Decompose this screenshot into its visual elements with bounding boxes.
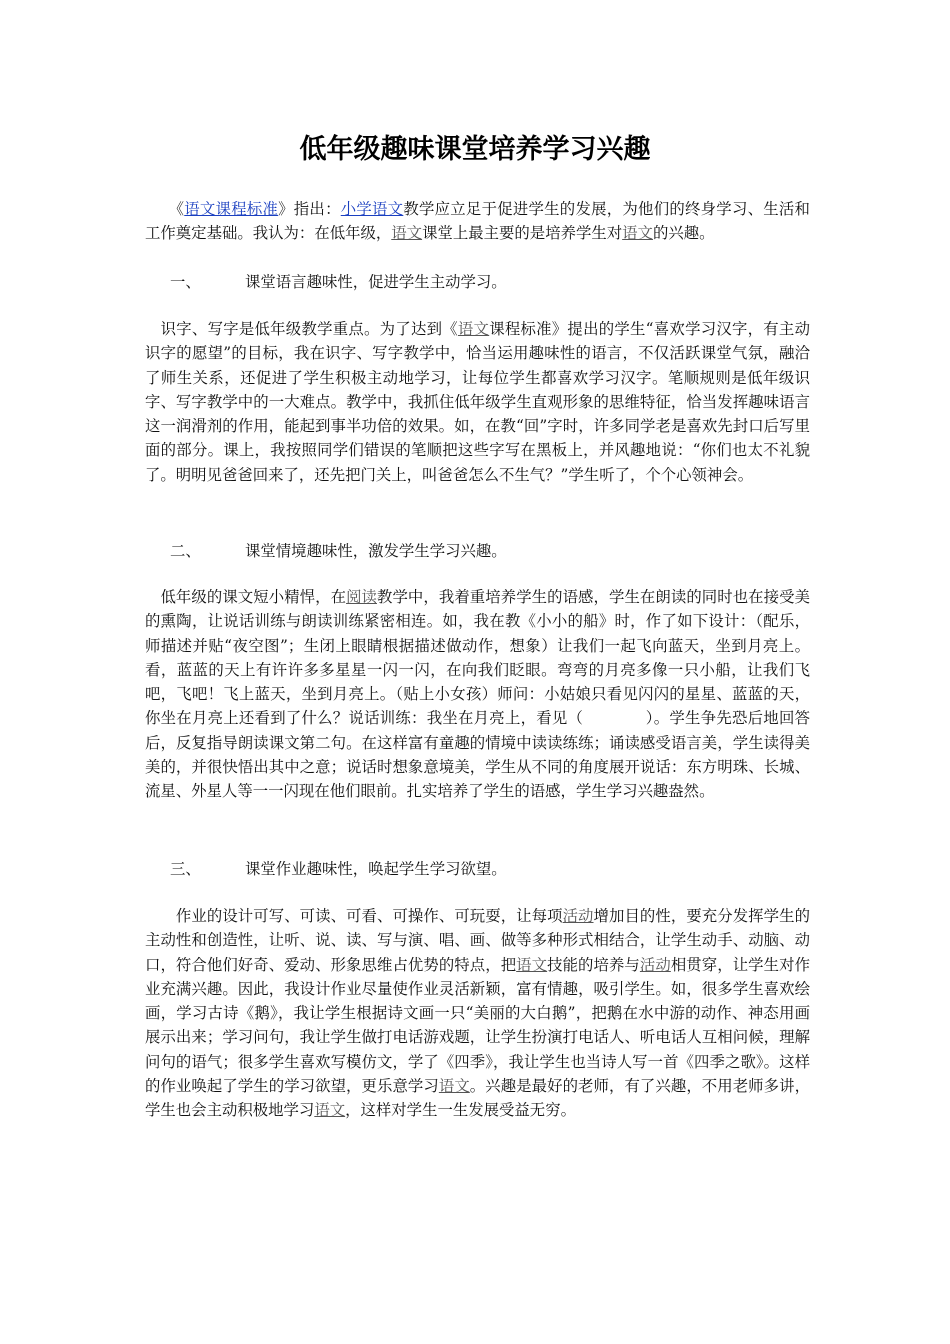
body-text: 作业的设计可写、可读、可看、可操作、可玩耍，让每项 [145,907,563,925]
link-yuwen[interactable]: 语文 [622,224,653,243]
link-yuwen-kecheng-biaozhun[interactable]: 语文课程标准 [184,200,279,218]
intro-text: 《 [176,200,185,218]
section-number: 三、 [170,860,201,878]
link-yuwen[interactable]: 语文 [391,224,423,243]
body-text: 识字、写字是低年级教学重点。为了达到《 [145,320,458,338]
section-heading-2 [170,539,507,563]
link-yuwen[interactable]: 语文 [314,1101,346,1120]
indent [145,200,176,218]
intro-text: 的兴趣。 [652,224,715,243]
body-text: 课程标准》提出的学生“喜欢学习汉字，有主动识字的愿望”的目标，我在识字、写字教学中，恰当运用趣味性的语言，不仅活跃课堂气氛，融洽了师生关系，还促进了学生积极主动地学习，让每位学生都喜欢学习汉字。笔顺规则是低年级识字、写字教学中的一大难点。教学中，我抓住低年级学生直观形象的思维特征，恰当发挥趣味语言这一润滑剂的作用，能起到事半功倍的效果。如，在教“回”字时，许多同学老是喜欢先封口后写里面的部分。课上，我按照同学们错误的笔顺把这些字写在黑板上，并风趣地说：“你们也太不礼貌了。明明见爸爸回来了，还先把门关上，叫爸爸怎么不生气？”学生听了，个个心领神会。 [145,320,810,484]
section-heading-3 [170,857,507,881]
section-heading-1 [170,270,507,294]
body-text: 相贯穿，让学生对作业充满兴趣。因此，我设计作业尽量使作业灵活新颖，富有情趣，吸引学生。如，很多学生喜欢绘画，学习古诗《鹅》，我让学生根据诗文画一只“美丽的大白鹅”，把鹅在水中游的动作、神态用画展示出来；学习问句，我让学生做打电话游戏题，让学生扮演打电话人、听电话人互相问候，理解问句的语气；很多学生喜欢写模仿文，学了《四季》，我让学生也当诗人写一首《四季之歌》。这样的作业唤起了学生的学习欲望，更乐意学习 [145,955,810,1096]
link-huodong[interactable]: 活动 [562,907,594,925]
section-1-paragraph [145,317,810,487]
intro-text: 教学应立足于促进学生的发展，为他们的终身学习、生活和工作奠定基础。我认为：在低年级， [145,200,810,243]
section-heading-text: 课堂作业趣味性，唤起学生学习欲望。 [245,860,507,878]
link-xiaoxue-yuwen[interactable]: 小学语文 [340,200,404,218]
body-text: 教学中，我着重培养学生的语感，学生在朗读的同时也在接受美的熏陶，让说话训练与朗读训练紧密相连。如，我在教《小小的船》时，作了如下设计：（配乐，师描述并贴“夜空图”；生闭上眼睛根据描述做动作，想象）让我们一起飞向蓝天，坐到月亮上。看，蓝蓝的天上有许许多多星星一闪一闪，在向我们眨眼。弯弯的月亮多像一只小船，让我们飞吧，飞吧！飞上蓝天，坐到月亮上。（贴上小女孩）师问：小姑娘只看见闪闪的星星、蓝蓝的天，你坐在月亮上还看到了什么？说话训练：我坐在月亮上，看见（ ）。学生争先恐后地回答后，反复指导朗读课文第二句。在这样富有童趣的情境中读读练练；诵读感受语言美，学生读得美美的，并很快悟出其中之意；说话时想象意境美，学生从不同的角度展开说话：东方明珠、长城、流星、外星人等一一闪现在他们眼前。扎实培养了学生的语感，学生学习兴趣盎然。 [145,588,810,801]
document-title: 低年级趣味课堂培养学习兴趣 [299,134,651,165]
section-2-paragraph [145,585,810,804]
section-heading-text: 课堂情境趣味性，激发学生学习兴趣。 [245,542,507,560]
intro-text: 》指出： [278,200,341,218]
section-heading-text: 课堂语言趣味性，促进学生主动学习。 [245,273,507,291]
link-yuwen[interactable]: 语文 [457,320,490,338]
link-yuedu[interactable]: 阅读 [346,588,377,606]
link-yuwen[interactable]: 语文 [438,1077,470,1096]
body-text: 增加目的性，要充分发挥学生的主动性和创造性，让听、说、读、写与演、唱、画、做等多种形式相结合，让学生动手、动脑、动口，符合他们好奇、爱动、形象思维占优势的特点，把 [145,907,810,974]
body-text: 。兴趣是最好的老师，有了兴趣，不用老师多讲，学生也会主动积极地学习 [145,1077,810,1120]
body-text: 低年级的课文短小精悍，在 [145,588,347,606]
body-text: 技能的培养与 [547,955,640,974]
link-yuwen[interactable]: 语文 [516,955,548,974]
link-huodong[interactable]: 活动 [639,955,671,974]
intro-text: 课堂上最主要的是培养学生对 [422,224,623,243]
section-number: 一、 [170,273,201,291]
body-text: ，这样对学生一生发展受益无穷。 [345,1101,576,1120]
intro-paragraph [145,197,810,246]
section-number: 二、 [170,542,201,560]
section-3-paragraph [145,904,810,1123]
